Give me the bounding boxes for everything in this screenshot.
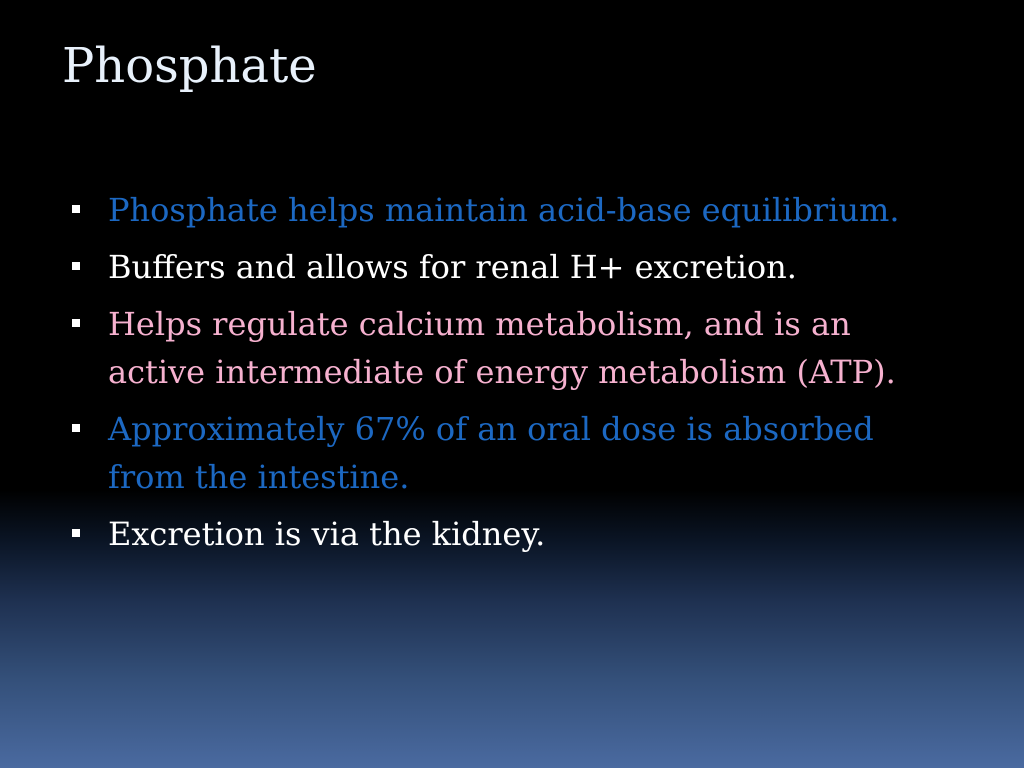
bullet-item — [72, 186, 952, 234]
bullet-text: Excretion is via the kidney. — [108, 515, 546, 553]
bullet-item — [72, 300, 952, 396]
bullet-list — [72, 186, 952, 567]
square-bullet-icon — [72, 262, 80, 270]
square-bullet-icon — [72, 529, 80, 537]
bullet-text: Approximately 67% of an oral dose is absorbed from the intestine. — [108, 410, 874, 496]
bullet-item — [72, 243, 952, 291]
square-bullet-icon — [72, 319, 80, 327]
bullet-text: Phosphate helps maintain acid-base equilibrium. — [108, 191, 900, 229]
bullet-text: Helps regulate calcium metabolism, and is an active intermediate of energy metabolism (ATP). — [108, 305, 896, 391]
bullet-item — [72, 405, 952, 501]
square-bullet-icon — [72, 424, 80, 432]
square-bullet-icon — [72, 205, 80, 213]
bullet-item — [72, 510, 952, 558]
slide-title: Phosphate — [62, 38, 317, 94]
bullet-text: Buffers and allows for renal H+ excretion. — [108, 248, 797, 286]
